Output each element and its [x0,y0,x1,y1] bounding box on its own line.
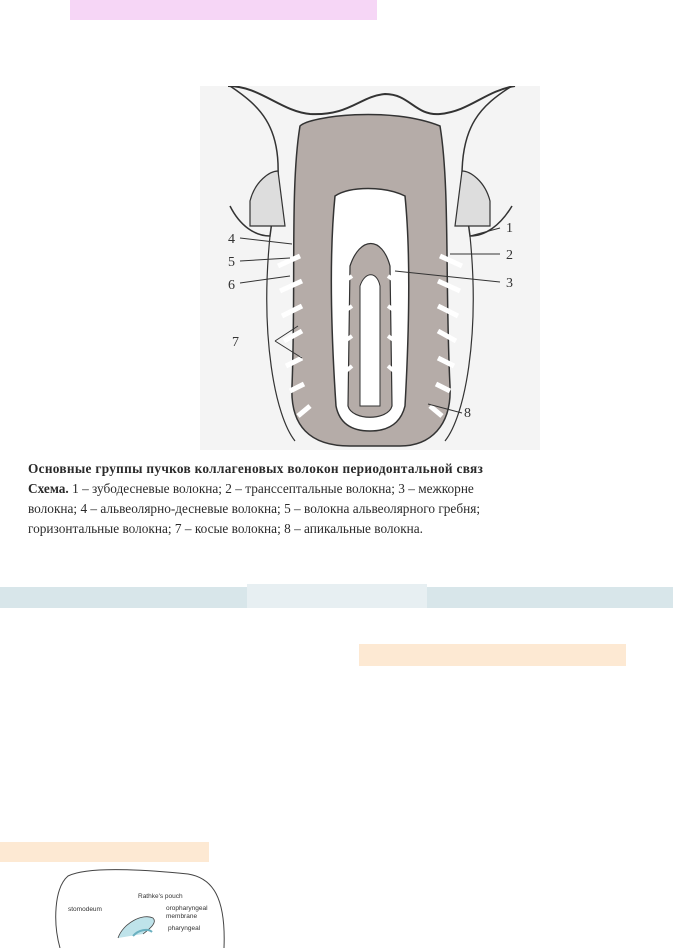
label-stomodeum: stomodeum [68,906,102,913]
label-rathke-pouch: Rathke's pouch [138,893,183,900]
tooth-periodontal-diagram [200,86,540,450]
label-2: 2 [506,248,513,263]
figure-caption [28,459,685,559]
highlight-bar-orange [359,644,626,666]
label-3: 3 [506,276,513,291]
label-7: 7 [232,335,239,350]
label-pharyngeal: pharyngeal [168,925,201,932]
highlight-bar-blue-light [247,584,427,608]
highlight-bar-pink [70,0,377,20]
label-membrane: membrane [166,913,198,920]
caption-line-3: горизонтальные волокна; 7 – косые волокна; 8 – апикальные волокна. [28,521,423,536]
caption-line-2: волокна; 4 – альвеолярно-десневые волокна; 5 – волокна альвеолярного гребня; [28,501,481,516]
caption-title: Основные группы пучков коллагеновых волокон периодонтальной связ [28,461,484,476]
label-4: 4 [228,232,235,247]
rathke-pouch-shape [118,917,154,938]
caption-line-1 [28,479,685,499]
label-6: 6 [228,278,235,293]
caption-lead: Схема. [28,481,69,496]
inner-canal [360,275,380,406]
label-5: 5 [228,255,235,270]
label-1: 1 [506,221,513,236]
embryo-diagram [48,868,228,948]
label-8: 8 [464,406,471,421]
caption-line-1-text: 1 – зубодесневые волокна; 2 – транссептальные волокна; 3 – межкорне [68,481,474,496]
label-oropharyngeal: oropharyngeal [166,905,208,912]
highlight-bar-orange-left [0,842,209,862]
